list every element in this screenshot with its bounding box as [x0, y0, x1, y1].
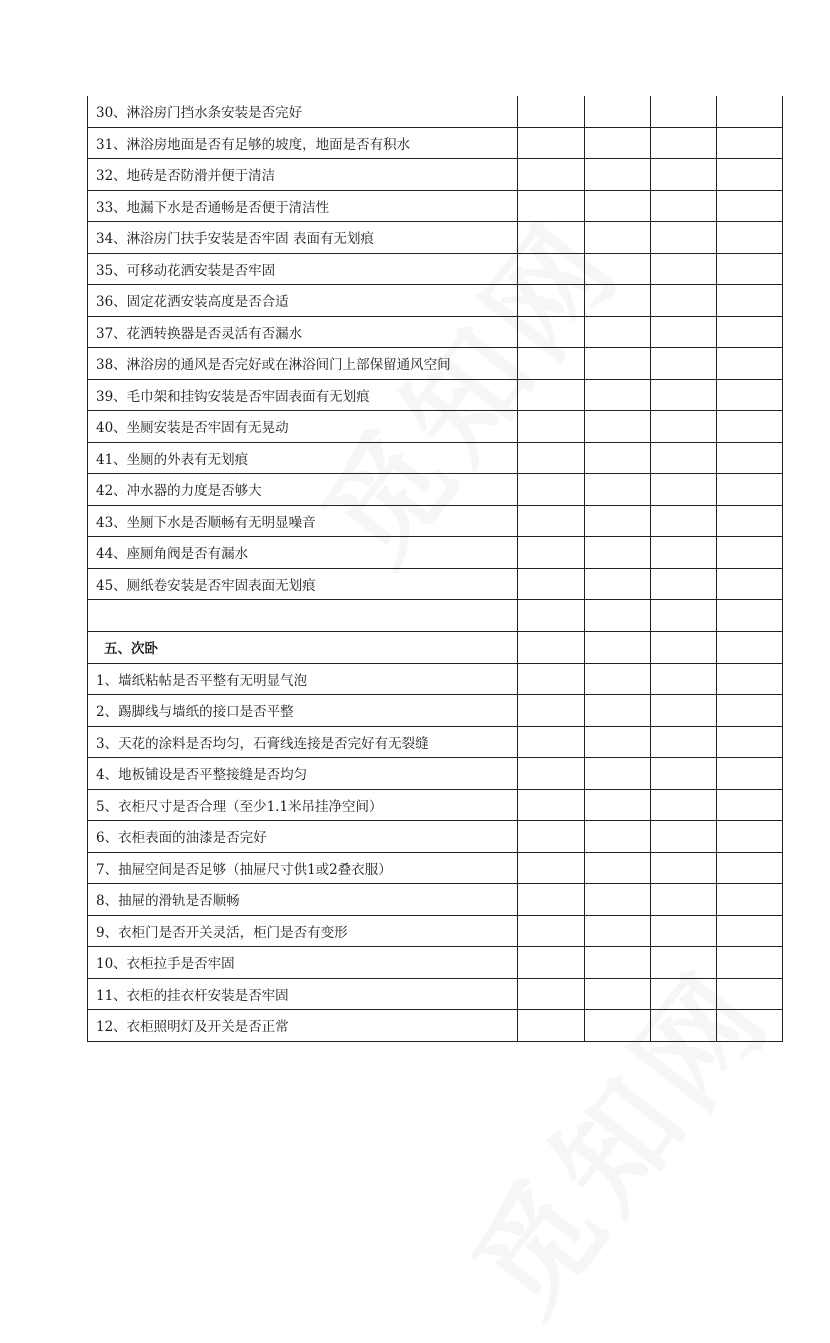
- check-cell-2[interactable]: [585, 159, 651, 191]
- check-cell-2[interactable]: [585, 568, 651, 600]
- table-row: [88, 159, 783, 191]
- check-cell-2[interactable]: [585, 821, 651, 853]
- table-row: [88, 537, 783, 569]
- check-item-label: 39、毛巾架和挂钩安装是否牢固表面有无划痕: [88, 379, 518, 411]
- table-row: [88, 884, 783, 916]
- check-item-label: 33、地漏下水是否通畅是否便于清洁性: [88, 190, 518, 222]
- check-cell-1[interactable]: [518, 852, 585, 884]
- check-cell-4[interactable]: [717, 726, 783, 758]
- check-cell-1[interactable]: [518, 411, 585, 443]
- check-cell-1[interactable]: [518, 505, 585, 537]
- check-cell-2[interactable]: [585, 726, 651, 758]
- check-cell-3[interactable]: [651, 253, 717, 285]
- check-cell-3[interactable]: [651, 600, 717, 632]
- check-cell-1[interactable]: [518, 568, 585, 600]
- table-row: [88, 190, 783, 222]
- table-row: [88, 695, 783, 727]
- check-item-label: 7、抽屉空间是否足够（抽屉尺寸供1或2叠衣服）: [88, 852, 518, 884]
- check-cell-4[interactable]: [717, 631, 783, 663]
- check-cell-4[interactable]: [717, 442, 783, 474]
- check-cell-2[interactable]: [585, 442, 651, 474]
- check-cell-2[interactable]: [585, 285, 651, 317]
- check-cell-2[interactable]: [585, 474, 651, 506]
- check-cell-4[interactable]: [717, 190, 783, 222]
- check-cell-4[interactable]: [717, 947, 783, 979]
- check-cell-4[interactable]: [717, 379, 783, 411]
- check-cell-1[interactable]: [518, 789, 585, 821]
- table-row: [88, 96, 783, 127]
- check-cell-1[interactable]: [518, 947, 585, 979]
- check-cell-4[interactable]: [717, 663, 783, 695]
- check-cell-2[interactable]: [585, 915, 651, 947]
- check-item-label: 43、坐厕下水是否顺畅有无明显噪音: [88, 505, 518, 537]
- check-cell-1[interactable]: [518, 379, 585, 411]
- check-cell-2[interactable]: [585, 631, 651, 663]
- check-cell-4[interactable]: [717, 474, 783, 506]
- check-item-label: 1、墙纸粘帖是否平整有无明显气泡: [88, 663, 518, 695]
- table-row: [88, 978, 783, 1010]
- check-cell-3[interactable]: [651, 316, 717, 348]
- check-cell-3[interactable]: [651, 915, 717, 947]
- check-cell-1[interactable]: [518, 978, 585, 1010]
- check-cell-3[interactable]: [651, 852, 717, 884]
- table-row: [88, 442, 783, 474]
- check-cell-2[interactable]: [585, 348, 651, 380]
- check-cell-3[interactable]: [651, 726, 717, 758]
- check-cell-1[interactable]: [518, 821, 585, 853]
- table-row: [88, 222, 783, 254]
- check-cell-4[interactable]: [717, 222, 783, 254]
- check-cell-2[interactable]: [585, 222, 651, 254]
- check-cell-4[interactable]: [717, 600, 783, 632]
- table-row: [88, 411, 783, 443]
- check-cell-4[interactable]: [717, 915, 783, 947]
- check-item-label: 34、淋浴房门扶手安装是否牢固 表面有无划痕: [88, 222, 518, 254]
- check-cell-3[interactable]: [651, 978, 717, 1010]
- check-cell-1[interactable]: [518, 474, 585, 506]
- check-item-label: 45、厕纸卷安装是否牢固表面无划痕: [88, 568, 518, 600]
- check-cell-1[interactable]: [518, 1010, 585, 1042]
- check-item-label: 3、天花的涂料是否均匀，石膏线连接是否完好有无裂缝: [88, 726, 518, 758]
- table-row: [88, 758, 783, 790]
- check-cell-3[interactable]: [651, 695, 717, 727]
- check-cell-2[interactable]: [585, 600, 651, 632]
- check-cell-2[interactable]: [585, 695, 651, 727]
- check-cell-3[interactable]: [651, 159, 717, 191]
- check-item-label: 9、衣柜门是否开关灵活，柜门是否有变形: [88, 915, 518, 947]
- check-cell-3[interactable]: [651, 379, 717, 411]
- check-cell-1[interactable]: [518, 348, 585, 380]
- table-row: [88, 285, 783, 317]
- check-cell-2[interactable]: [585, 758, 651, 790]
- check-cell-4[interactable]: [717, 411, 783, 443]
- check-cell-2[interactable]: [585, 852, 651, 884]
- check-cell-2[interactable]: [585, 411, 651, 443]
- check-cell-3[interactable]: [651, 568, 717, 600]
- check-cell-4[interactable]: [717, 884, 783, 916]
- check-item-label: 38、淋浴房的通风是否完好或在淋浴间门上部保留通风空间: [88, 348, 518, 380]
- check-cell-2[interactable]: [585, 190, 651, 222]
- check-item-label: [88, 600, 518, 632]
- table-row: [88, 253, 783, 285]
- section-header-row: [88, 631, 783, 663]
- check-cell-3[interactable]: [651, 789, 717, 821]
- table-row: [88, 379, 783, 411]
- check-cell-3[interactable]: [651, 474, 717, 506]
- check-cell-3[interactable]: [651, 947, 717, 979]
- table-row: [88, 348, 783, 380]
- check-cell-2[interactable]: [585, 1010, 651, 1042]
- check-item-label: 2、踢脚线与墙纸的接口是否平整: [88, 695, 518, 727]
- table-row: [88, 852, 783, 884]
- check-item-label: 41、坐厕的外表有无划痕: [88, 442, 518, 474]
- check-cell-1[interactable]: [518, 285, 585, 317]
- check-cell-3[interactable]: [651, 1010, 717, 1042]
- table-row: [88, 726, 783, 758]
- check-cell-4[interactable]: [717, 505, 783, 537]
- check-item-label: 35、可移动花洒安装是否牢固: [88, 253, 518, 285]
- check-cell-2[interactable]: [585, 253, 651, 285]
- check-item-label: 44、座厕角阀是否有漏水: [88, 537, 518, 569]
- check-cell-4[interactable]: [717, 789, 783, 821]
- check-cell-1[interactable]: [518, 190, 585, 222]
- table-row: [88, 600, 783, 632]
- check-item-label: 40、坐厕安装是否牢固有无晃动: [88, 411, 518, 443]
- check-cell-4[interactable]: [717, 537, 783, 569]
- check-cell-2[interactable]: [585, 884, 651, 916]
- check-cell-2[interactable]: [585, 505, 651, 537]
- check-cell-1[interactable]: [518, 915, 585, 947]
- check-cell-2[interactable]: [585, 127, 651, 159]
- check-cell-2[interactable]: [585, 537, 651, 569]
- check-item-label: 30、淋浴房门挡水条安装是否完好: [88, 96, 518, 127]
- table-row: [88, 1010, 783, 1042]
- check-cell-3[interactable]: [651, 222, 717, 254]
- check-cell-4[interactable]: [717, 285, 783, 317]
- check-item-label: 5、衣柜尺寸是否合理（至少1.1米吊挂净空间）: [88, 789, 518, 821]
- check-cell-4[interactable]: [717, 978, 783, 1010]
- check-cell-3[interactable]: [651, 411, 717, 443]
- check-cell-4[interactable]: [717, 852, 783, 884]
- check-cell-1[interactable]: [518, 442, 585, 474]
- check-cell-3[interactable]: [651, 285, 717, 317]
- check-cell-3[interactable]: [651, 96, 717, 127]
- check-item-label: 12、衣柜照明灯及开关是否正常: [88, 1010, 518, 1042]
- check-cell-3[interactable]: [651, 537, 717, 569]
- check-cell-4[interactable]: [717, 1010, 783, 1042]
- check-cell-1[interactable]: [518, 127, 585, 159]
- check-cell-1[interactable]: [518, 884, 585, 916]
- check-cell-4[interactable]: [717, 96, 783, 127]
- check-cell-4[interactable]: [717, 127, 783, 159]
- check-item-label: 6、衣柜表面的油漆是否完好: [88, 821, 518, 853]
- check-cell-1[interactable]: [518, 316, 585, 348]
- check-item-label: 31、淋浴房地面是否有足够的坡度，地面是否有积水: [88, 127, 518, 159]
- check-cell-3[interactable]: [651, 884, 717, 916]
- check-item-label: 8、抽屉的滑轨是否顺畅: [88, 884, 518, 916]
- check-cell-1[interactable]: [518, 631, 585, 663]
- check-cell-1[interactable]: [518, 222, 585, 254]
- section-title: 五、次卧: [88, 631, 518, 663]
- check-item-label: 42、冲水器的力度是否够大: [88, 474, 518, 506]
- check-cell-1[interactable]: [518, 695, 585, 727]
- check-cell-2[interactable]: [585, 663, 651, 695]
- check-item-label: 4、地板铺设是否平整接缝是否均匀: [88, 758, 518, 790]
- check-cell-2[interactable]: [585, 379, 651, 411]
- check-cell-3[interactable]: [651, 127, 717, 159]
- inspection-checklist-table: [87, 96, 783, 1042]
- check-cell-1[interactable]: [518, 726, 585, 758]
- check-cell-3[interactable]: [651, 631, 717, 663]
- check-cell-2[interactable]: [585, 96, 651, 127]
- check-cell-3[interactable]: [651, 758, 717, 790]
- check-cell-3[interactable]: [651, 505, 717, 537]
- check-cell-3[interactable]: [651, 442, 717, 474]
- check-cell-1[interactable]: [518, 159, 585, 191]
- check-cell-2[interactable]: [585, 316, 651, 348]
- check-cell-1[interactable]: [518, 600, 585, 632]
- check-cell-2[interactable]: [585, 978, 651, 1010]
- check-cell-4[interactable]: [717, 159, 783, 191]
- table-row: [88, 474, 783, 506]
- table-row: [88, 316, 783, 348]
- check-item-label: 10、衣柜拉手是否牢固: [88, 947, 518, 979]
- check-item-label: 37、花洒转换器是否灵活有否漏水: [88, 316, 518, 348]
- check-cell-4[interactable]: [717, 758, 783, 790]
- table-row: [88, 568, 783, 600]
- check-cell-4[interactable]: [717, 695, 783, 727]
- check-cell-3[interactable]: [651, 663, 717, 695]
- check-item-label: 36、固定花洒安装高度是否合适: [88, 285, 518, 317]
- table-row: [88, 505, 783, 537]
- check-cell-2[interactable]: [585, 789, 651, 821]
- check-item-label: 32、地砖是否防滑并便于清洁: [88, 159, 518, 191]
- check-cell-4[interactable]: [717, 821, 783, 853]
- table-row: [88, 915, 783, 947]
- check-cell-4[interactable]: [717, 568, 783, 600]
- check-cell-1[interactable]: [518, 663, 585, 695]
- table-row: [88, 947, 783, 979]
- check-cell-1[interactable]: [518, 96, 585, 127]
- check-cell-3[interactable]: [651, 190, 717, 222]
- check-cell-4[interactable]: [717, 316, 783, 348]
- check-cell-1[interactable]: [518, 253, 585, 285]
- table-row: [88, 663, 783, 695]
- table-row: [88, 789, 783, 821]
- check-item-label: 11、衣柜的挂衣杆安装是否牢固: [88, 978, 518, 1010]
- check-cell-3[interactable]: [651, 821, 717, 853]
- check-cell-1[interactable]: [518, 537, 585, 569]
- check-cell-2[interactable]: [585, 947, 651, 979]
- table-row: [88, 127, 783, 159]
- check-cell-1[interactable]: [518, 758, 585, 790]
- check-cell-4[interactable]: [717, 253, 783, 285]
- check-cell-4[interactable]: [717, 348, 783, 380]
- table-row: [88, 821, 783, 853]
- check-cell-3[interactable]: [651, 348, 717, 380]
